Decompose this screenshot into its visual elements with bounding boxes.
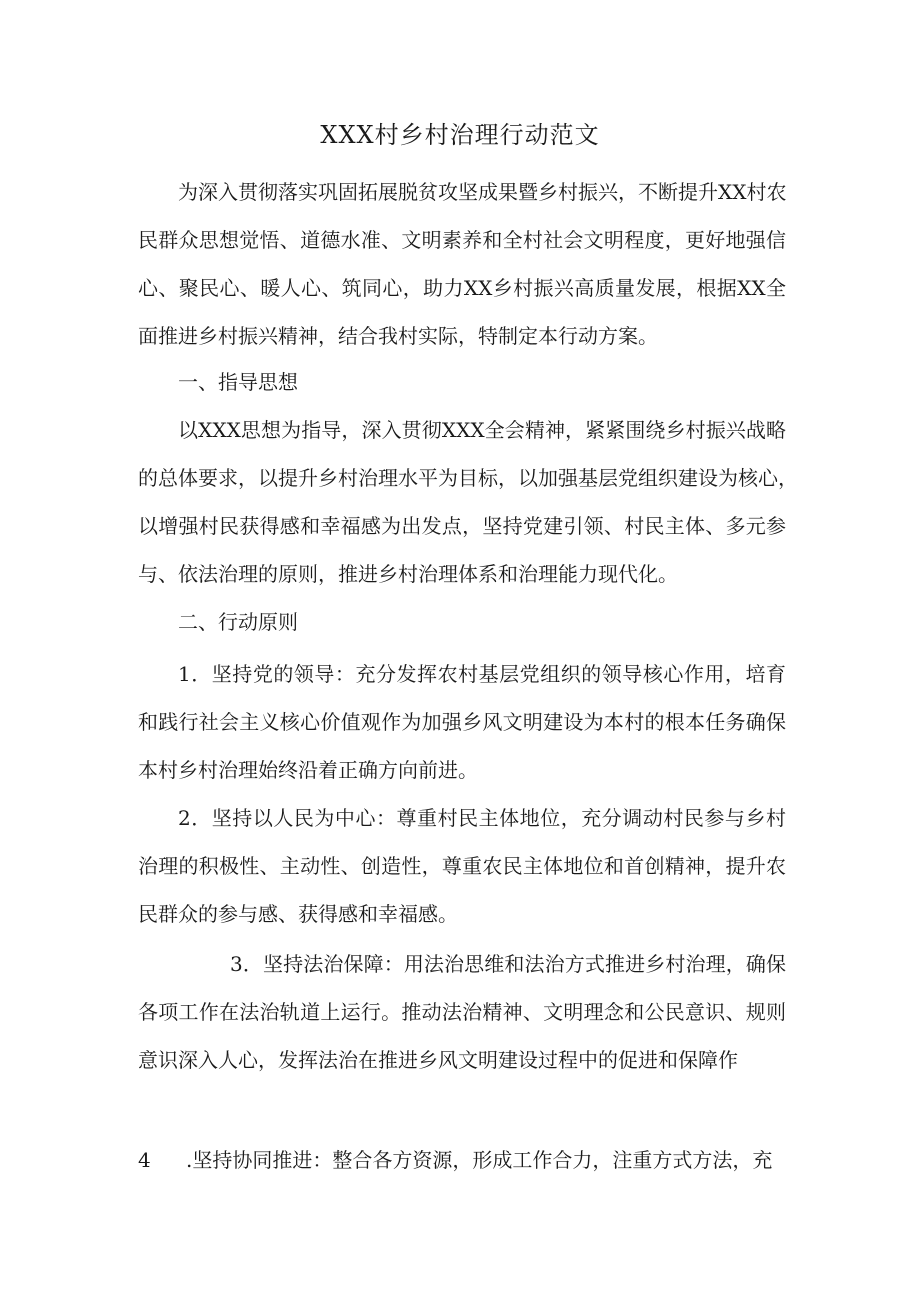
item4-text: .坚持协同推进：整合各方资源，形成工作合力，注重方式方法，充 (186, 1148, 773, 1172)
item1-line-1: 1．坚持党的领导：充分发挥农村基层党组织的领导核心作用，培育 (178, 662, 786, 686)
guiding-ideology-paragraph (138, 406, 798, 598)
intro-line-2: 民群众思想觉悟、道德水准、文明素养和全村社会文明程度，更好地强信 (138, 228, 786, 252)
section-heading-action-principles: 二、行动原则 (178, 610, 298, 634)
principle-item-3 (138, 940, 786, 1084)
intro-paragraph (138, 168, 786, 360)
item4-line-1 (138, 1136, 786, 1184)
principle-item-2 (138, 794, 786, 938)
intro-line-4: 面推进乡村振兴精神，结合我村实际，特制定本行动方案。 (138, 324, 658, 348)
guiding-line-3: 以增强村民获得感和幸福感为出发点，坚持党建引领、村民主体、多元参 (138, 514, 786, 538)
guiding-line-4: 与、依法治理的原则，推进乡村治理体系和治理能力现代化。 (138, 562, 678, 586)
item3-line-3: 意识深入人心，发挥法治在推进乡风文明建设过程中的促进和保障作 (138, 1048, 738, 1072)
item1-line-3: 本村乡村治理始终沿着正确方向前进。 (138, 758, 478, 782)
intro-line-3: 心、聚民心、暖人心、筑同心，助力XX乡村振兴高质量发展，根据XX全 (138, 276, 786, 300)
item2-line-1: 2．坚持以人民为中心：尊重村民主体地位，充分调动村民参与乡村 (178, 806, 786, 830)
guiding-line-2: 的总体要求，以提升乡村治理水平为目标，以加强基层党组织建设为核心， (138, 466, 798, 490)
item2-line-2: 治理的积极性、主动性、创造性，尊重农民主体地位和首创精神，提升农 (138, 854, 786, 878)
intro-line-1: 为深入贯彻落实巩固拓展脱贫攻坚成果暨乡村振兴，不断提升XX村农 (178, 180, 787, 204)
guiding-line-1: 以XXX思想为指导，深入贯彻XXX全会精神，紧紧围绕乡村振兴战略 (178, 418, 786, 442)
principle-item-4 (138, 1136, 786, 1184)
item4-number: 4 (138, 1148, 151, 1172)
section-heading-guiding-ideology: 一、指导思想 (178, 370, 298, 394)
document-title: XXX村乡村治理行动范文 (320, 121, 600, 149)
item1-line-2: 和践行社会主义核心价值观作为加强乡风文明建设为本村的根本任务确保 (138, 710, 786, 734)
item3-line-2: 各项工作在法治轨道上运行。推动法治精神、文明理念和公民意识、规则 (138, 1000, 786, 1024)
principle-item-1 (138, 650, 786, 794)
item3-line-1: 3．坚持法治保障：用法治思维和法治方式推进乡村治理，确保 (230, 952, 786, 976)
item2-line-3: 民群众的参与感、获得感和幸福感。 (138, 902, 458, 926)
